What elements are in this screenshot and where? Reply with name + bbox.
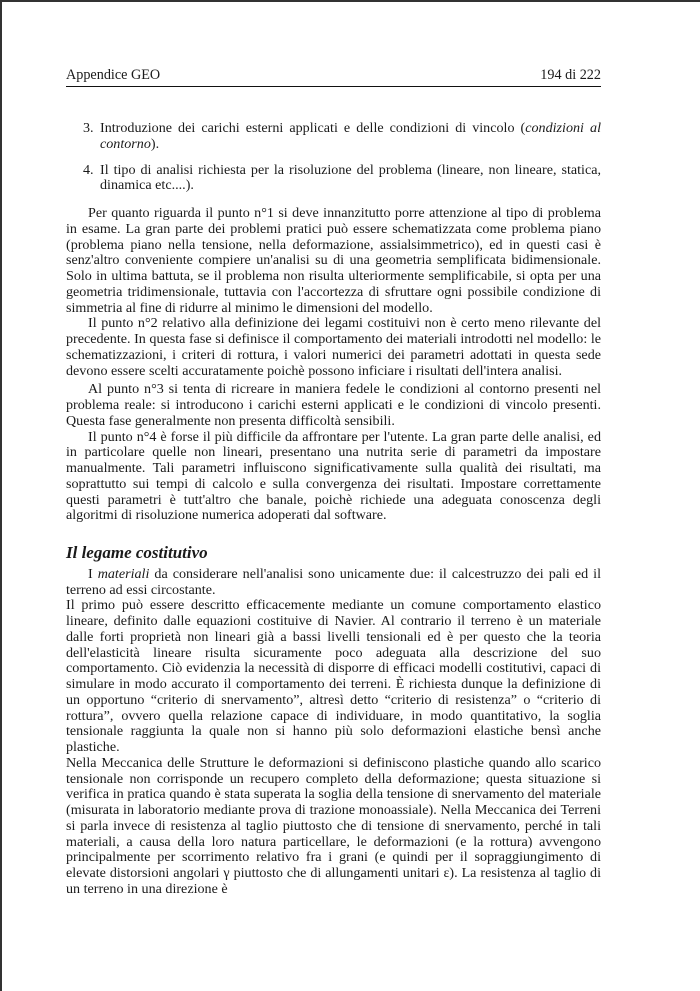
list-number: 3. [83,120,94,136]
page-body [66,102,601,898]
section-heading: Il legame costitutivo [66,543,208,562]
intro-italic-term: materiali [97,565,150,582]
list-text-italic: condizioni al contorno [100,120,601,152]
list-text: Il tipo di analisi richiesta per la risoluzione del problema (lineare, non lineare, statica, dinamica etc....). [100,161,601,194]
list-text-end: ). [150,135,160,152]
document-title: Appendice GEO [66,67,161,83]
section-intro-paragraph [66,567,601,599]
page-number: 194 di 222 [540,67,601,83]
paragraph-point-3: Al punto n°3 si tenta di ricreare in maniera fedele le condizioni al contorno presenti nel problema reale: si introducono i carichi esterni applicati e le condizioni di vincolo presenti. Questa fase generalmente non presenta difficoltà sensibili. [66,381,601,429]
list-text: Introduzione dei carichi esterni applicati e delle condizioni di vincolo ( [100,120,526,136]
list-item-3 [66,121,601,153]
section-paragraph-1: Il primo può essere descritto efficacemente mediante un comune comportamento elastico lineare, definito dalle equazioni costituive di Navier. Al contrario il terreno è un materiale dalle forti proprietà non lineari già a bassi livelli tensionali ed è per questo che la teoria dell'elasticità lineare risulta sicuramente poco adeguata alla descrizione del suo comportamento. Ciò evidenzia la necessità di disporre di efficaci modelli costitutivi, capaci di simulare in modo accurato il comportamento dei terreni. È richiesta dunque la definizione di un opportuno “criterio di snervamento”, altresì detto “criterio di resistenza” o “criterio di rottura”, ovvero quella relazione capace di individuare, in modo quantitativo, la soglia tensionale raggiunta la quale non si hanno più solo deformazioni elastiche bensì anche plastiche. [66,597,601,755]
paragraph-point-2: Il punto n°2 relativo alla definizione dei legami costituivi non è certo meno rilevante del precedente. In questa fase si definisce il comportamento dei materiali introdotti nel modello: le schematizzazioni, i criteri di rottura, i valori numerici dei parametri adottati in questa sede devono essere scelti accuratamente poichè possono inficiare i risultati dell'intera analisi. [66,315,601,379]
intro-rest: da considerare nell'analisi sono unicamente due: il calcestruzzo dei pali ed il terreno ad essi circostante. [66,565,601,598]
paragraph-point-4: Il punto n°4 è forse il più difficile da affrontare per l'utente. La gran parte delle analisi, ed in particolare quelle non lineari, presentano una nutrita serie di parametri da impostare manualmente. Tali parametri influiscono significativamente sulla qualità dei risultati, ma soprattutto sui tempi di calcolo e sulla convergenza dei risultati. Impostare correttamente questi parametri è tutt'altro che banale, poichè richiede una adeguata conoscenza degli algoritmi di risoluzione numerica adoperati dal software. [66,428,601,524]
paragraph-point-1: Per quanto riguarda il punto n°1 si deve innanzitutto porre attenzione al tipo di problema in esame. La gran parte dei problemi pratici può essere schematizzata come problema piano (problema piano nella tensione, nella deformazione, assialsimmetrico), ed in questi casi è senz'altro conveniente compiere un'analisi su di una geometria semplificata bidimensionale. Solo in ultima battuta, se il problema non risulta ulteriormente semplificabile, si opta per una geometria tridimensionale, tuttavia con l'accortezza di sfruttare ogni possibile condizione di simmetria al fine di ridurre al minimo le dimensioni del modello. [66,205,601,316]
section-paragraph-2: Nella Meccanica delle Strutture le deformazioni si definiscono plastiche quando allo scarico tensionale non corrisponde un recupero completo della deformazione; questa situazione si verifica in pratica quando è stata superata la soglia della tensione di snervamento del materiale (misurata in laboratorio mediante prova di trazione monoassiale). Nella Meccanica dei Terreni si parla invece di resistenza al taglio piuttosto che di tensione di snervamento, perché in tali materiali, a causa della loro natura particellare, le deformazioni (e la rottura) avvengono principalmente per scorrimento relativo fra i grani (e quindi per il sopraggiungimento di elevate distorsioni angolari γ piuttosto che di allungamenti unitari ε). La resistenza al taglio di un terreno in una direzione è [66,754,601,897]
list-number: 4. [83,161,94,178]
list-item-4 [66,163,601,195]
page-header [66,66,601,87]
intro-prefix: I [88,565,98,582]
